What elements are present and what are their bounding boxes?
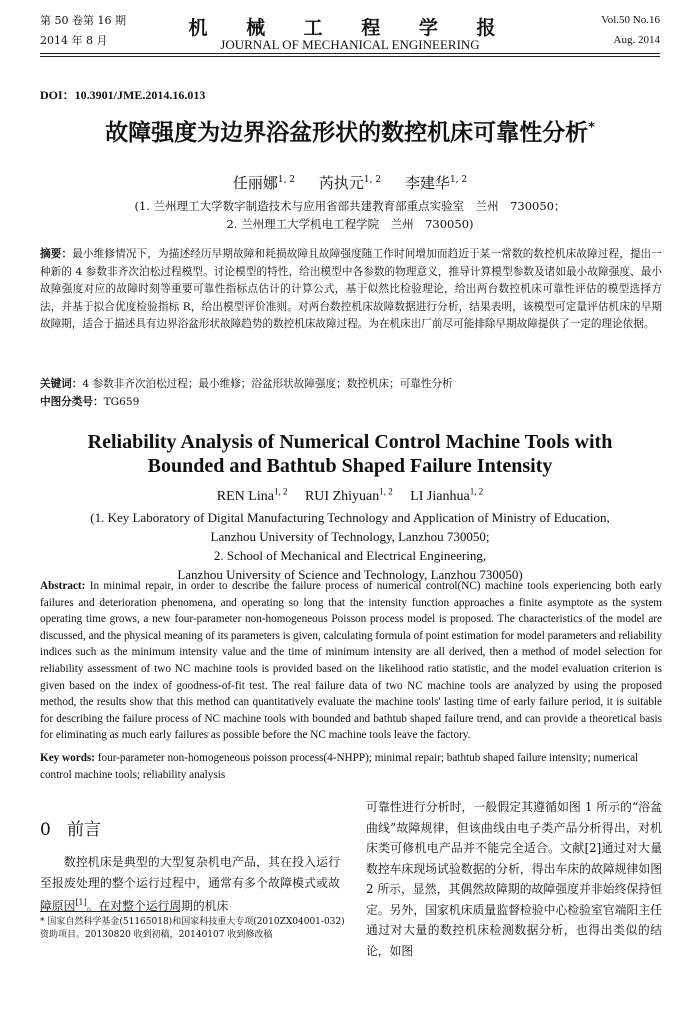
abstract-cn: 摘要：最小维修情况下，为描述经历早期故障和耗损故障且故障强度随工作时间增加而趋近于某一常数的数控机床故障过程，提出一种新的 4 参数非齐次泊松过程模型。讨论模型的特性，给出模型中各参数的物理意义，推导计算模型参数及诸如最小故障强度、最小故障强度对应的故障时刻等重要可靠性指标点估计的计算公式，基于似然比检验理论，给出两台数控机床可靠性评估的模型选择方法，并基于拟合优度检验指标 R，给出模型评价准则。对两台数控机床故障数据进行分析，结果表明，该模型可定量评估机床的早期故障期，适合于描述具有边界浴盆形状故障趋势的数控机床故障过程。为在机床出厂前尽可能排除早期故障提供了一定的理论依据。: [40, 248, 663, 330]
header-rule: [40, 53, 660, 54]
keywords-en: Key words: four-parameter non-homogeneous poisson process(4-NHPP); minimal repair; bathtub shaped failure intensity; numerical control machine tools; reliability analysis: [40, 752, 639, 781]
doi: DOI：10.3901/JME.2014.16.013: [40, 88, 206, 102]
header-date: 2014 年 8 月: [40, 34, 108, 47]
section-heading: 0 前言: [40, 820, 102, 840]
author-en: REN Lina$^{1, 2}$: [216, 486, 288, 504]
body-left-column: 数控机床是典型的大型复杂机电产品，其在投入运行至报废处理的整个运行过程中，通常有多个故障模式或故障原因[1]。在对整个运行周期的机床: [40, 855, 340, 913]
footnote-rule: [40, 911, 180, 912]
body-right-column: 可靠性进行分析时，一般假定其遵循如图 1 所示的“浴盆曲线”故障规律，但该曲线由电子类产品分析得出，对机床类可修机电产品并不能完全适合。文献[2]通过对大量数控车床现场试验数据的分析，得出车床的故障规律如图 2 所示，显然，其偶然故障期的故障强度并非始终保持恒定。另外，国家机床质量监督检验中心检验室官端阳主任通过对大量的数控机床检测数据分析，也得出类似的结论，如图: [366, 800, 662, 958]
journal-title-cn: 机 械 工 程 学 报: [188, 17, 512, 39]
authors-en: [0, 486, 700, 505]
header-rule-thin: [40, 56, 660, 57]
header-volume-issue: 第 50 卷第 16 期: [40, 14, 126, 27]
author-en: RUI Zhiyuan$^{1, 2}$: [304, 486, 393, 504]
affiliations-en: (1. Key Laboratory of Digital Manufacturing Technology and Application of Ministry of Education, Lanzhou University of Technology, Lanzhou 730050; 2. School of Mechanical and Electrical Engineering, Lanzhou University of Science and Technology, Lanzhou 730050): [90, 510, 610, 582]
affiliation-cn-1: (1. 兰州理工大学数字制造技术与应用省部共建教育部重点实验室 兰州 730050；: [134, 199, 566, 213]
paper-title-en: Reliability Analysis of Numerical Control Machine Tools with Bounded and Bathtub Shaped Failure Intensity: [87, 431, 613, 477]
footnote: * 国家自然科学基金(51165018)和国家科技重大专项(2010ZX04001-032)资助项目。20130820 收到初稿，20140107 收到修改稿: [40, 917, 345, 940]
author-cn: 李建华$^{1, 2}$: [404, 174, 468, 192]
author-cn: 任丽娜$^{1, 2}$: [232, 174, 296, 192]
journal-title-en: JOURNAL OF MECHANICAL ENGINEERING: [220, 37, 480, 52]
author-en: LI Jianhua$^{1, 2}$: [410, 486, 484, 504]
header-date-en: Aug. 2014: [613, 34, 660, 46]
paper-title-cn: 故障强度为边界浴盆形状的数控机床可靠性分析*: [105, 120, 595, 146]
authors-cn: [0, 172, 700, 193]
abstract-en: Abstract: In minimal repair, in order to describe the failure process of numerical control(NC) machine tools experiencing both early failures and deterioration phenomena, and operating so long that the intensity function approaches a finite asymptote as the system operating time grows, a new four-parameter non-homogeneous Poisson process model is proposed. The characteristics of the model are discussed, and the physical meaning of its parameters is given, calculating formula of point estimation for model parameters and reliability indices such as the minimum intensity value and the time of minimum intensity are all derived, then a method of model selection for reliability assessment of two NC machine tools is provided based on the likelihood ratio statistic, and the model evaluation criterion is given based on the index of goodness-of-fit test. The real failure data of two NC machine tools are analyzed by using the proposed method, the results show that this method can quantitatively evaluate the machine tools' lasting time of early failure period, it is suitable for describing the failure process of NC machine tools with bounded and bathtub shaped failure trend, and can provide a theoretical basis for eliminating as much early failures as possible before the NC machine tools leave the factory.: [40, 580, 663, 742]
header-volume-issue-en: Vol.50 No.16: [601, 14, 660, 26]
keywords-cn: 关键词：4 参数非齐次泊松过程；最小维修；浴盆形状故障强度；数控机床；可靠性分析: [40, 378, 453, 390]
author-cn: 芮执元$^{1, 2}$: [318, 174, 382, 192]
affiliation-cn-2: 2. 兰州理工大学机电工程学院 兰州 730050): [226, 217, 474, 231]
clc-number: 中图分类号：TG659: [40, 396, 140, 408]
